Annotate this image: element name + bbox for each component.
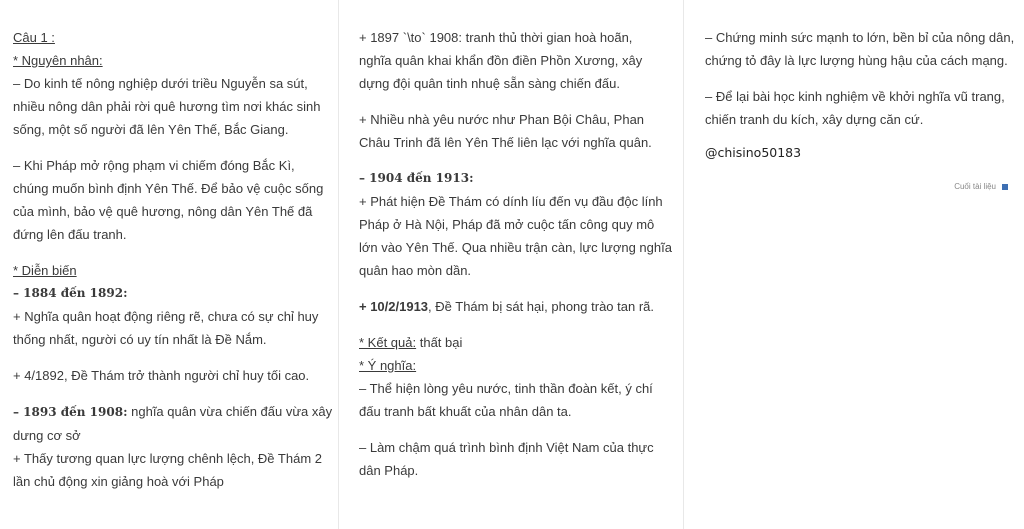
text-line: + Nhiều nhà yêu nước như Phan Bội Châu, Phan	[359, 112, 645, 127]
text-line: lần chủ động xin giảng hoà với Pháp	[13, 474, 224, 489]
text-line: thống nhất, người có uy tín nhất là Đề Nắm.	[13, 332, 267, 347]
text-line: chứng tỏ đây là lực lượng hùng hậu của cách mạng.	[705, 53, 1008, 68]
text-line: + 1897 `\to` 1908: tranh thủ thời gian hoà hoãn,	[359, 30, 633, 45]
text-line: – Chứng minh sức mạnh to lớn, bền bỉ của nông dân,	[705, 30, 1015, 45]
period-label: – 1884 đến 1892:	[13, 286, 128, 300]
question-title: Câu 1 :	[13, 30, 55, 45]
result-heading: * Kết quả:	[359, 335, 417, 350]
result-text: thất bại	[416, 335, 463, 350]
column-middle	[338, 0, 683, 529]
text-line: Pháp ở Hà Nội, Pháp đã mở cuộc tấn công quy mô	[359, 217, 655, 232]
text-line: nhiều nông dân phải rời quê hương tìm nơi khác sinh	[13, 99, 321, 114]
end-date: + 10/2/1913	[359, 299, 429, 314]
column-left	[0, 0, 338, 529]
text-line: dân Pháp.	[359, 463, 419, 478]
text-line: + Nghĩa quân hoạt động riêng rẽ, chưa có sự chỉ huy	[13, 309, 319, 324]
end-event-line	[359, 295, 669, 318]
result-line	[359, 331, 669, 354]
text-line: + 4/1892, Đề Thám trở thành người chỉ huy tối cao.	[13, 368, 310, 383]
text-line: nghĩa quân khai khẩn đồn điền Phồn Xương, xây	[359, 53, 643, 68]
text-line: + Thấy tương quan lực lượng chênh lệch, Đề Thám 2	[13, 451, 322, 466]
text-line: đứng lên đấu tranh.	[13, 227, 127, 242]
text-line: dưng cơ sở	[13, 428, 81, 443]
end-square-icon	[1002, 184, 1008, 190]
progress-heading: * Diễn biến	[13, 263, 77, 278]
text-line: quân hao mòn dần.	[359, 263, 472, 278]
end-label: Cuối tài liệu	[954, 182, 996, 191]
text-line: lớn vào Yên Thế. Qua nhiều trận càn, lực lượng nghĩa	[359, 240, 672, 255]
period-label: – 1893 đến 1908:	[13, 405, 128, 419]
text-line: đấu tranh bất khuất của nhân dân ta.	[359, 404, 572, 419]
text-line: – Thể hiện lòng yêu nước, tinh thần đoàn kết, ý chí	[359, 381, 653, 396]
text-line: dựng đội quân tinh nhuệ sẵn sàng chiến đấu.	[359, 76, 620, 91]
text-line: – Làm chậm quá trình bình định Việt Nam của thực	[359, 440, 654, 455]
period-text: nghĩa quân vừa chiến đấu vừa xây	[127, 404, 333, 419]
text-line: Châu Trinh đã lên Yên Thế liên lạc với nghĩa quân.	[359, 135, 652, 150]
text-line: – Để lại bài học kinh nghiệm về khởi nghĩa vũ trang,	[705, 89, 1005, 104]
period-label: – 1904 đến 1913:	[359, 171, 474, 185]
text-line: + Phát hiện Đề Thám có dính líu đến vụ đầu độc lính	[359, 194, 663, 209]
end-of-document-marker	[954, 181, 1008, 193]
text-line: sống, một số người đã lên Yên Thế, Bắc Giang.	[13, 122, 289, 137]
meaning-heading: * Ý nghĩa:	[359, 358, 417, 373]
text-line: – Do kinh tế nông nghiệp dưới triều Nguyễn sa sút,	[13, 76, 308, 91]
text-line: của mình, bảo vệ quê hương, nông dân Yên Thế đã	[13, 204, 313, 219]
period-line	[13, 400, 333, 424]
column-right	[683, 0, 1024, 529]
end-text: , Đề Thám bị sát hại, phong trào tan rã.	[428, 299, 654, 314]
text-line: – Khi Pháp mở rộng phạm vi chiếm đóng Bắc Kì,	[13, 158, 295, 173]
text-line: chúng muốn bình định Yên Thế. Để bảo vệ cuộc sống	[13, 181, 324, 196]
text-line: chiến tranh du kích, xây dựng căn cứ.	[705, 112, 924, 127]
cause-heading: * Nguyên nhân:	[13, 53, 103, 68]
author-handle: @chisino50183	[705, 145, 802, 160]
